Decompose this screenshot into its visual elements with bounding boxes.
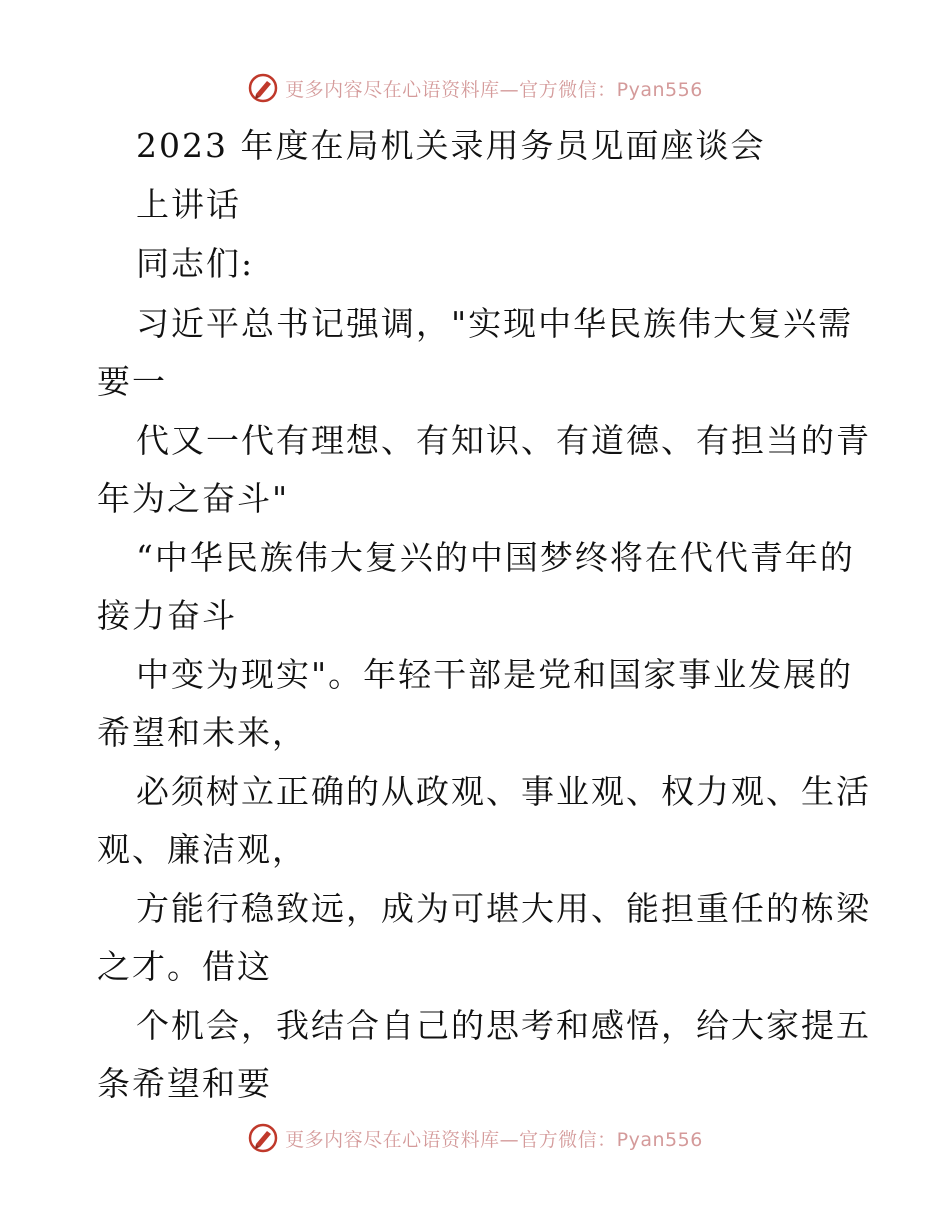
paragraph-line: 代又一代有理想、有知识、有道德、有担当的青 xyxy=(136,421,871,460)
paragraph-line: 方能行稳致远，成为可堪大用、能担重任的栋梁 xyxy=(136,889,871,928)
paragraph-line: 年为之奋斗" xyxy=(97,479,290,518)
salutation: 同志们: xyxy=(136,244,255,283)
paragraph-line: 习近平总书记强调，"实现中华民族伟大复兴需 xyxy=(136,304,854,343)
paragraph-line: 个机会，我结合自己的思考和感悟，给大家提五 xyxy=(136,1006,871,1045)
watermark-banner-bottom xyxy=(0,1122,950,1154)
paragraph-line: 接力奋斗 xyxy=(97,596,237,635)
paragraph-line: 观、廉洁观， xyxy=(97,830,307,869)
title-line-cont: 上讲话 xyxy=(136,185,241,224)
paragraph-line: 中变为现实"。年轻干部是党和国家事业发展的 xyxy=(136,655,854,694)
pen-logo-icon xyxy=(247,1122,279,1154)
title-line: 2023 年度在局机关录用务员见面座谈会 xyxy=(136,126,766,165)
paragraph-line: 要一 xyxy=(97,362,167,401)
paragraph-line: “中华民族伟大复兴的中国梦终将在代代青年的 xyxy=(136,538,855,577)
paragraph-line: 必须树立正确的从政观、事业观、权力观、生活 xyxy=(136,772,871,811)
paragraph-line: 条希望和要 xyxy=(97,1064,272,1103)
watermark-text: 更多内容尽在心语资料库—官方微信：Pyan556 xyxy=(285,1128,703,1151)
watermark-banner-top xyxy=(0,72,950,104)
paragraph-line: 之才。借这 xyxy=(97,947,272,986)
pen-logo-icon xyxy=(247,72,279,104)
watermark-text: 更多内容尽在心语资料库—官方微信：Pyan556 xyxy=(285,78,703,101)
paragraph-line: 希望和未来， xyxy=(97,713,307,752)
